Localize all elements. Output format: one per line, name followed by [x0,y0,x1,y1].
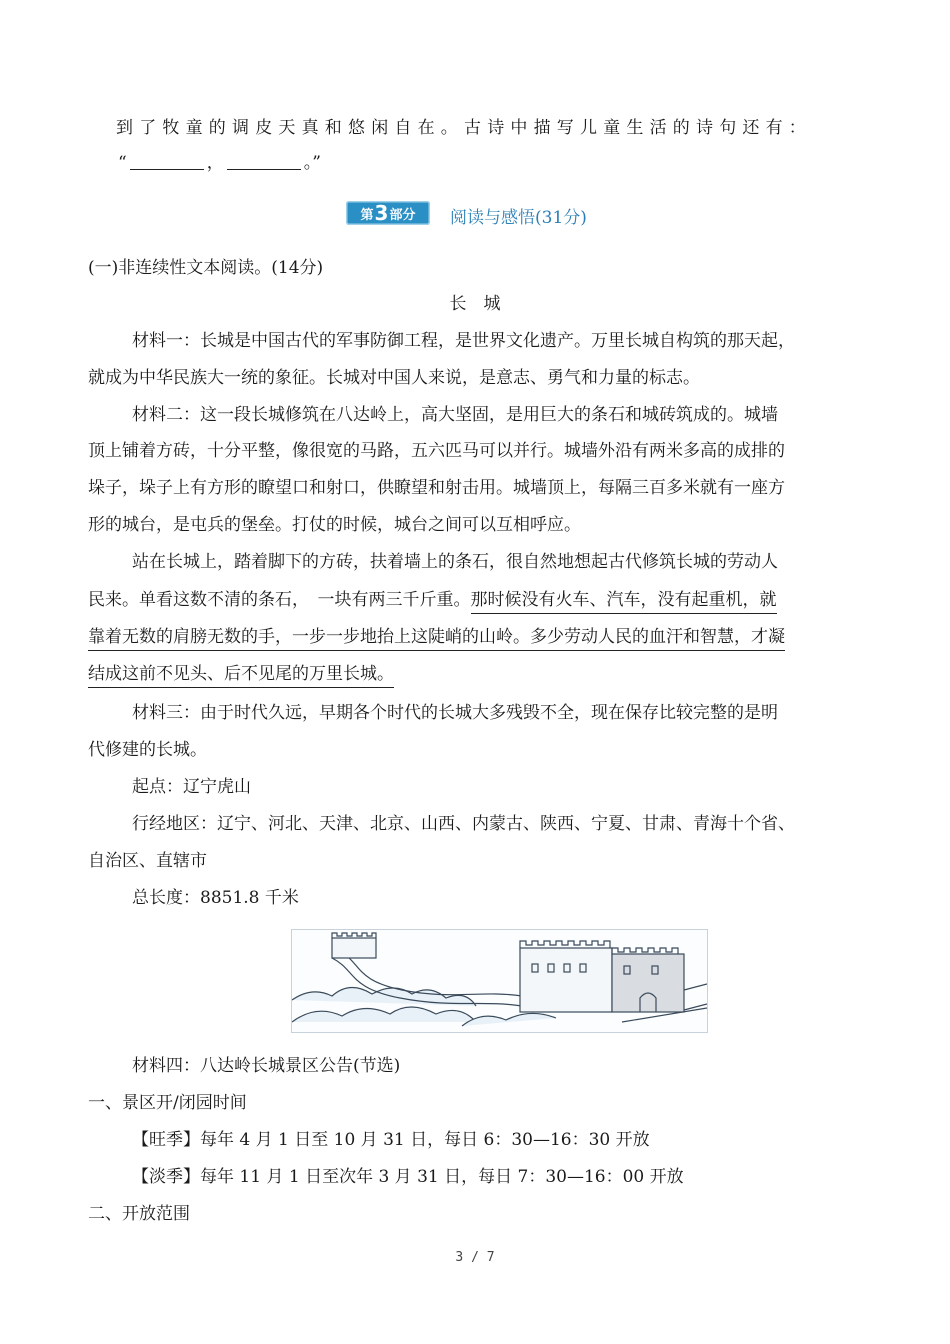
route-line1: 行经地区：辽宁、河北、天津、北京、山西、内蒙古、陕西、宁夏、甘肃、青海十个省、 [132,814,795,834]
material2-line4: 形的城台，是屯兵的堡垒。打仗的时候，城台之间可以互相呼应。 [88,515,581,535]
great-wall-drawing [292,930,707,1032]
route-line2: 自治区、直辖市 [88,851,207,871]
poem-blanks [118,152,321,174]
material1-line2: 就成为中华民族大一统的象征。长城对中国人来说，是意志、勇气和力量的标志。 [88,368,700,388]
badge-suffix: 部分 [389,207,416,223]
part-heading: (一)非连续性文本阅读。(14分) [88,258,324,278]
answer-blank-2[interactable] [227,153,301,170]
notice-section1: 一、景区开/闭园时间 [88,1093,247,1113]
paragraph3-line3 [88,626,785,648]
underlined-sentence-part1: 那时候没有火车、汽车，没有起重机，就 [471,590,777,614]
blank-comma: ， [206,153,224,173]
close-quote: 。” [303,153,321,173]
material4: 材料四：八达岭长城景区公告(节选) [132,1056,401,1076]
total-length: 总长度：8851.8 千米 [132,888,299,908]
article-title: 长 城 [449,294,501,314]
answer-blank-1[interactable] [130,153,204,170]
section-badge [346,201,430,225]
badge-prefix: 第 [360,207,374,223]
material3-line2: 代修建的长城。 [88,740,207,760]
start-point: 起点：辽宁虎山 [132,777,251,797]
underlined-sentence-part2: 靠着无数的肩膀无数的手，一步一步地抬上这陡峭的山岭。多少劳动人民的血汗和智慧，才凝 [88,627,785,651]
page-number: 3 / 7 [455,1250,495,1265]
material2-line2: 顶上铺着方砖，十分平整，像很宽的马路，五六匹马可以并行。城墙外沿有两米多高的成排的 [88,441,785,461]
material1-line1: 材料一：长城是中国古代的军事防御工程，是世界文化遗产。万里长城自构筑的那天起， [132,331,795,351]
paragraph3-line2 [88,589,777,611]
paragraph3-line4 [88,663,394,685]
peak-season-hours: 【旺季】每年 4 月 1 日至 10 月 31 日，每日 6：30—16：30 开放 [132,1130,650,1150]
notice-section2: 二、开放范围 [88,1204,190,1224]
great-wall-illustration [291,929,708,1033]
open-quote: “ [118,153,127,173]
paragraph3-line1: 站在长城上，踏着脚下的方砖，扶着墙上的条石，很自然地想起古代修筑长城的劳动人 [132,552,778,572]
material2-line3: 垛子，垛子上有方形的瞭望口和射口，供瞭望和射击用。城墙顶上，每隔三百多米就有一座方 [88,478,785,498]
underlined-sentence-part3: 结成这前不见头、后不见尾的万里长城。 [88,664,394,688]
poem-tail-line: 到了牧童的调皮天真和悠闲自在。古诗中描写儿童生活的诗句还有： [116,118,812,138]
section-title: 阅读与感悟(31分) [450,208,587,228]
material3-line1: 材料三：由于时代久远，早期各个时代的长城大多残毁不全，现在保存比较完整的是明 [132,703,778,723]
off-season-hours: 【淡季】每年 11 月 1 日至次年 3 月 31 日，每日 7：30—16：00 开放 [132,1167,684,1187]
paragraph3-line2-plain: 民来。单看这数不清的条石， 一块有两三千斤重。 [88,590,471,610]
material2-line1: 材料二：这一段长城修筑在八达岭上，高大坚固，是用巨大的条石和城砖筑成的。城墙 [132,405,778,425]
badge-number: 3 [374,201,389,225]
